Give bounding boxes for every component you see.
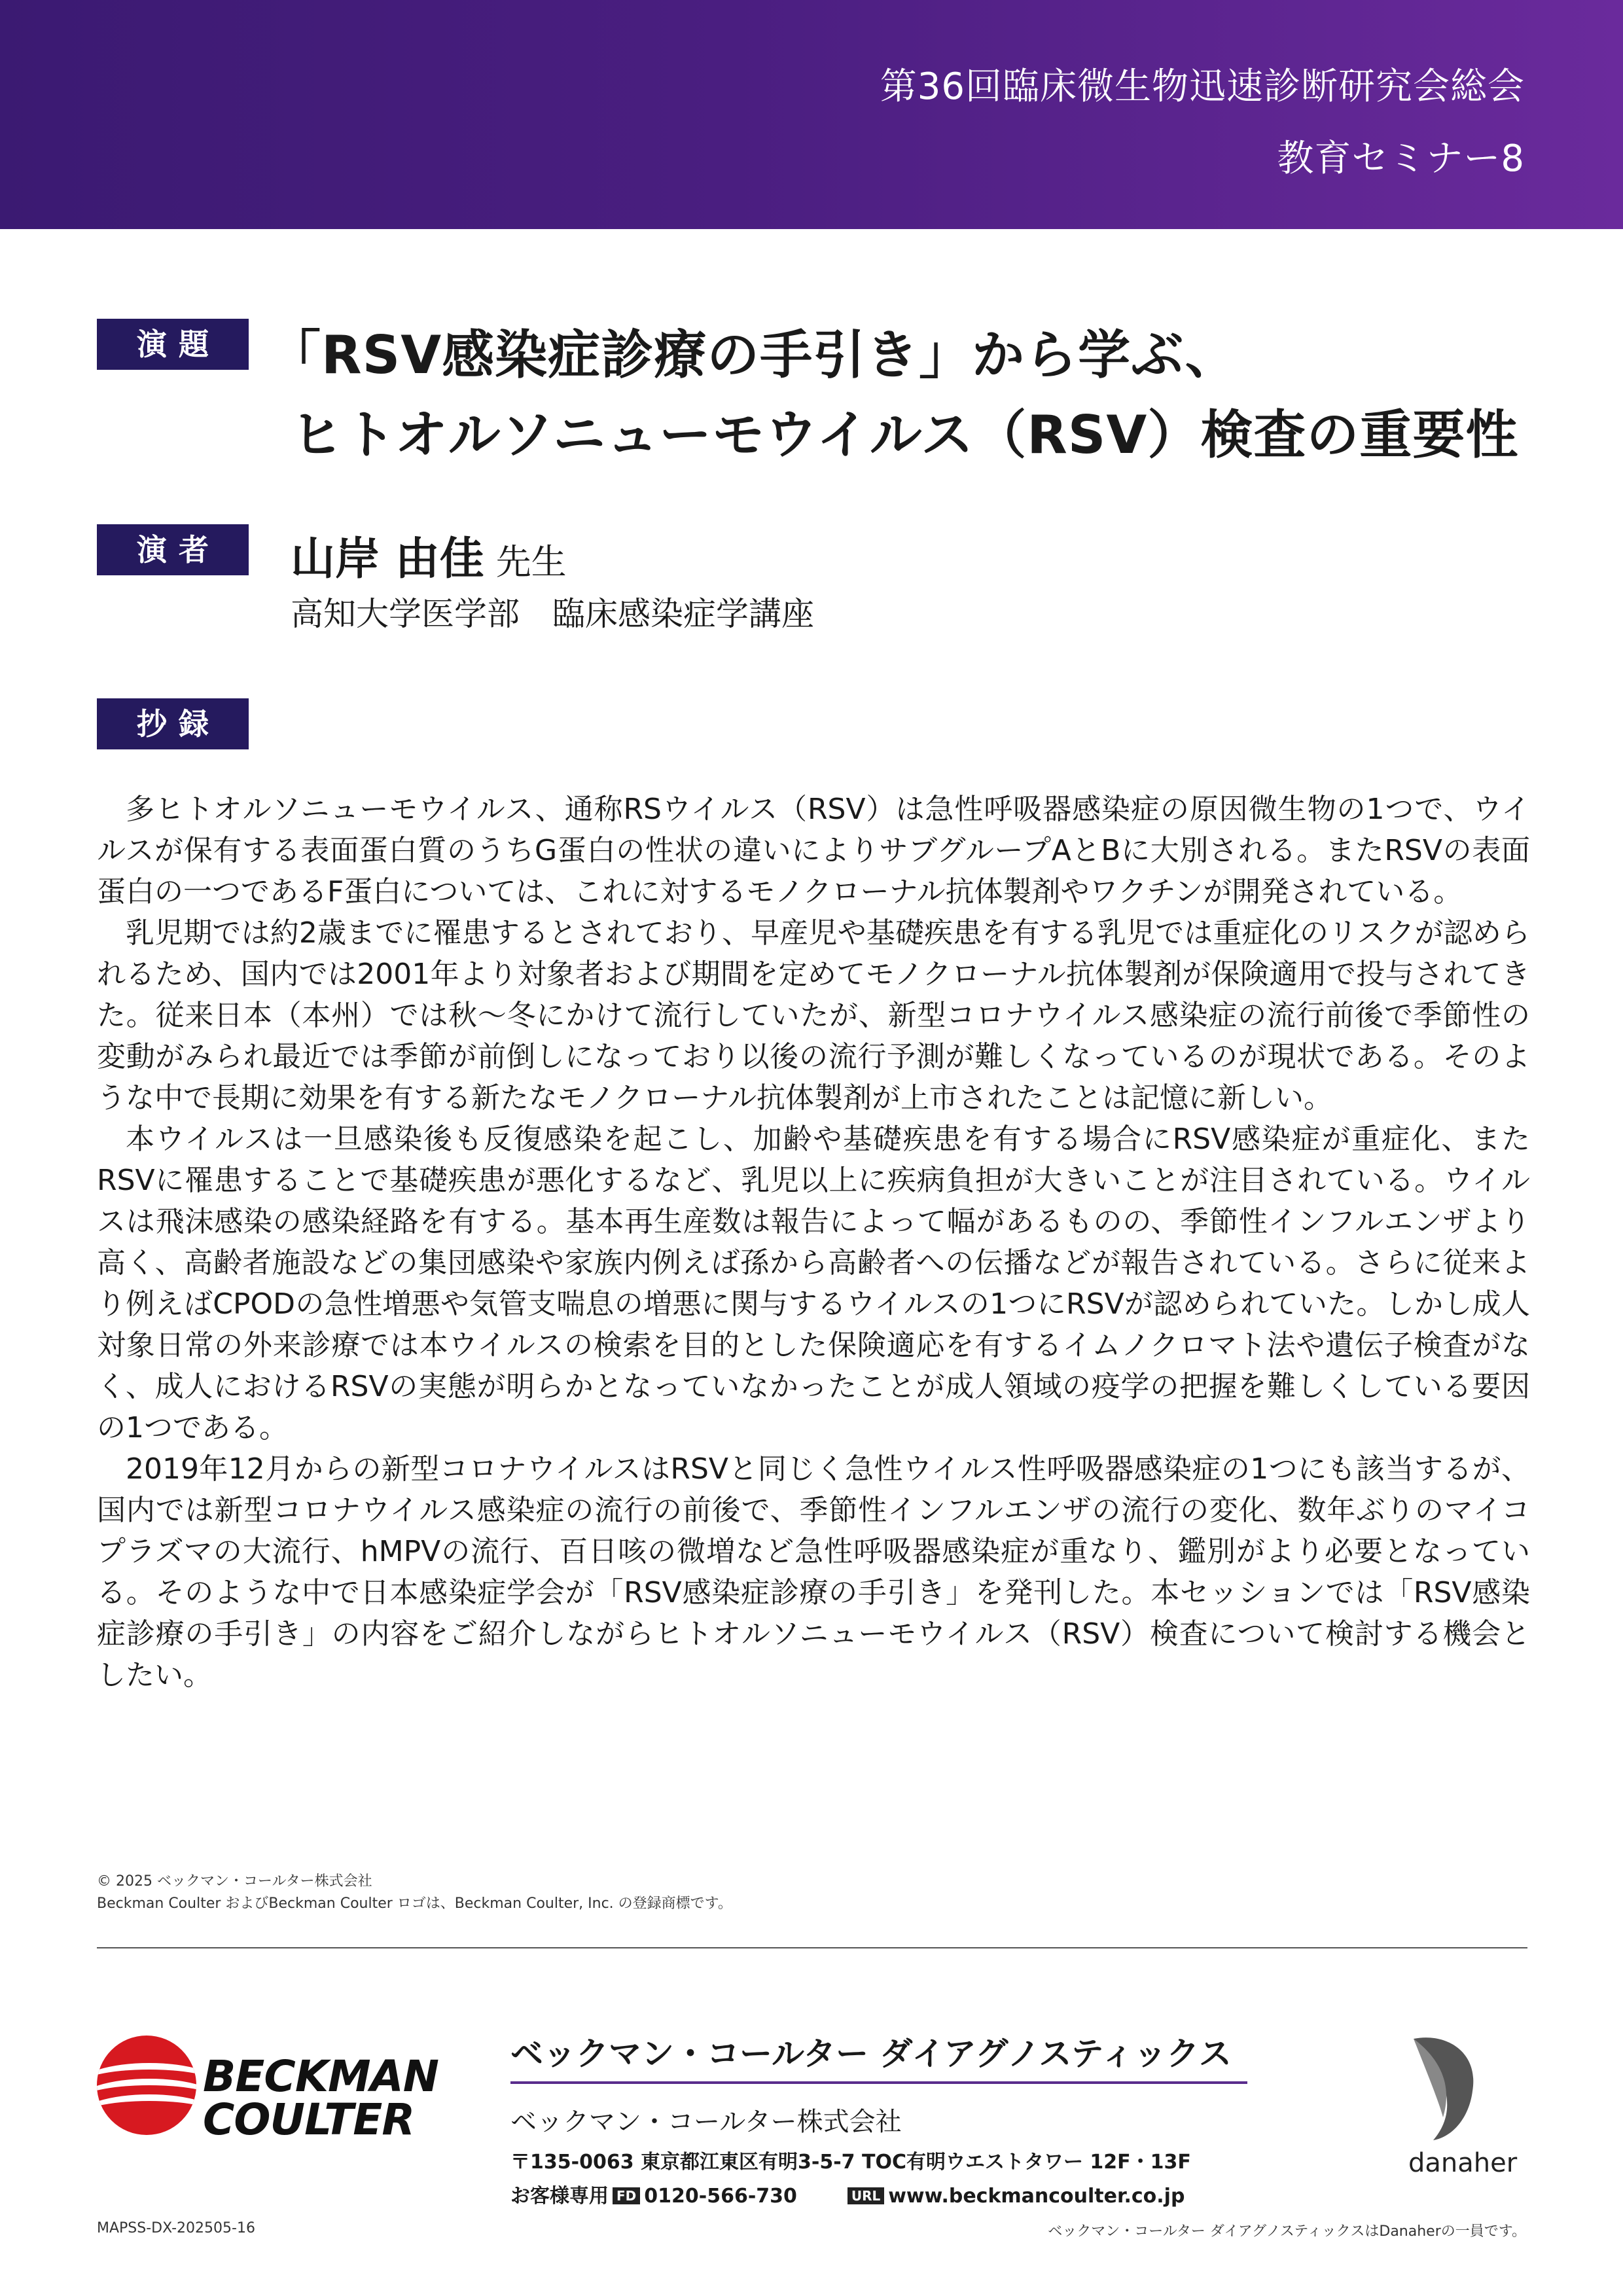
seminar-name: 教育セミナー8	[1277, 137, 1525, 180]
beckman-logo-icon	[97, 2036, 196, 2135]
footer-divider	[97, 1947, 1527, 1948]
talk-title-line1: 「RSV感染症診療の手引き」から学ぶ、	[268, 325, 1238, 386]
copyright-block	[97, 1871, 732, 1915]
division-underline	[510, 2081, 1247, 2084]
company-name: ベックマン・コールター株式会社	[510, 2107, 902, 2137]
company-address: 〒135-0063 東京都江東区有明3-5-7 TOC有明ウエストタワー 12F・13F	[510, 2151, 1191, 2174]
talk-title-line2: ヒトオルソニューモウイルス（RSV）検査の重要性	[291, 404, 1519, 465]
url-icon: URL	[847, 2187, 884, 2204]
abstract-paragraph: 乳児期では約2歳までに罹患するとされており、早産児や基礎疾患を有する乳児では重症化のリスクが認められるため、国内では2001年より対象者および期間を定めてモノクローナル抗体製剤が保険適用で投与されてきた。従来日本（本州）では秋〜冬にかけて流行していたが、新型コロナウイルス感染症の流行前後で季節性の変動がみられ最近では季節が前倒しになっており以後の流行予測が難しくなっているのが現状である。そのような中で長期に効果を有する新たなモノクローナル抗体製剤が上市されたことは記憶に新しい。	[97, 916, 1530, 1115]
free-dial-icon: FD	[613, 2187, 640, 2204]
header-banner	[0, 0, 1623, 229]
conference-name: 第36回臨床微生物迅速診断研究会総会	[880, 65, 1525, 108]
phone-number: 0120-566-730	[644, 2185, 797, 2208]
danaher-wordmark: danaher	[1408, 2148, 1518, 2178]
danaher-logo-icon	[1407, 2032, 1479, 2144]
speaker-name: 山岸 由佳	[291, 533, 484, 585]
contact-line	[510, 2179, 1185, 2208]
speaker-label: 演者	[97, 524, 249, 575]
document-code: MAPSS-DX-202505-16	[97, 2220, 255, 2236]
member-note: ベックマン・コールター ダイアグノスティックスはDanaherの一員です。	[1048, 2223, 1526, 2240]
phone-label: お客様専用	[510, 2185, 609, 2208]
copyright-text: © 2025 ベックマン・コールター株式会社	[97, 1873, 372, 1890]
website-link[interactable]: www.beckmancoulter.co.jp	[888, 2185, 1185, 2208]
abstract-paragraph: 2019年12月からの新型コロナウイルスはRSVと同じく急性ウイルス性呼吸器感染症の1つにも該当するが、国内では新型コロナウイルス感染症の流行の前後で、季節性インフルエンザの流行の変化、数年ぶりのマイコプラズマの大流行、hMPVの流行、百日咳の微増など急性呼吸器感染症が重なり、鑑別がより必要となっている。そのような中で日本感染症学会が「RSV感染症診療の手引き」を発刊した。本セッションでは「RSV感染症診療の手引き」の内容をご紹介しながらヒトオルソニューモウイルス（RSV）検査について検討する機会としたい。	[97, 1452, 1530, 1692]
abstract-paragraph: 本ウイルスは一旦感染後も反復感染を起こし、加齢や基礎疾患を有する場合にRSV感染症が重症化、またRSVに罹患することで基礎疾患が悪化するなど、乳児以上に疾病負担が大きいことが注目されている。ウイルスは飛沫感染の感染経路を有する。基本再生産数は報告によって幅があるものの、季節性インフルエンザより高く、高齢者施設などの集団感染や家族内例えば孫から高齢者への伝播などが報告されている。さらに従来より例えばCPODの急性増悪や気管支喘息の増悪に関与するウイルスの1つにRSVが認められていた。しかし成人対象日常の外来診療では本ウイルスの検索を目的とした保険適応を有するイムノクロマト法や遺伝子検査がなく、成人におけるRSVの実態が明らかとなっていなかったことが成人領域の疫学の把握を難しくしている要因の1つである。	[97, 1122, 1530, 1444]
division-name: ベックマン・コールター ダイアグノスティックス	[510, 2035, 1232, 2073]
abstract-label: 抄録	[97, 698, 249, 749]
speaker-affiliation: 高知大学医学部 臨床感染症学講座	[291, 595, 814, 633]
beckman-logo-wordmark: BECKMAN COULTER	[203, 2051, 438, 2145]
speaker-name-line	[291, 524, 567, 587]
speaker-honorific: 先生	[495, 541, 567, 583]
title-label: 演題	[97, 319, 249, 370]
trademark-text: Beckman Coulter およびBeckman Coulter ロゴは、Beckman Coulter, Inc. の登録商標です。	[97, 1895, 732, 1912]
abstract-body	[97, 789, 1530, 1696]
abstract-paragraph: 多ヒトオルソニューモウイルス、通称RSウイルス（RSV）は急性呼吸器感染症の原因微生物の1つで、ウイルスが保有する表面蛋白質のうちG蛋白の性状の違いによりサブグループAとBに大別される。またRSVの表面蛋白の一つであるF蛋白については、これに対するモノクローナル抗体製剤やワクチンが開発されている。	[97, 793, 1530, 908]
